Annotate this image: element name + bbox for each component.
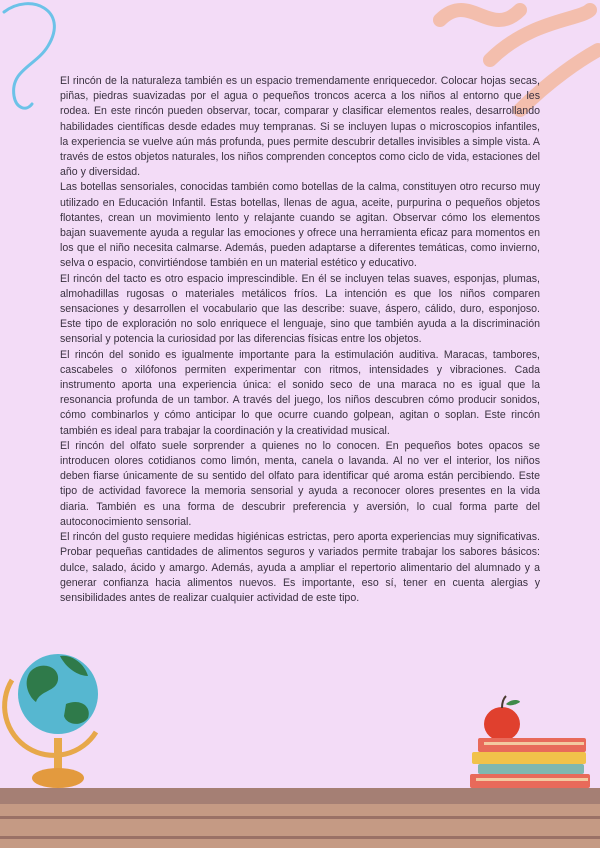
paragraph-botellas-sensoriales: Las botellas sensoriales, conocidas también como botellas de la calma, constituyen otro recurso muy utilizado en Educación Infantil. Estas botellas, llenas de agua, aceite, purpurina o pequeños objetos flotantes, crean un movimiento lento y relajante cuando se agitan. Observar cómo los elementos bajan suavemente ayuda a regular las emociones y ofrece una herramienta eficaz para momentos en los que el niño necesita calmarse. Además, pueden adaptarse a diferentes temáticas, como invierno, selva o espacio, convirtiéndose también en un material estético y educativo. [60,181,540,270]
globe-illustration [0,620,120,792]
floor-line [0,816,600,819]
floor [0,804,600,848]
paragraph-sonido: El rincón del sonido es igualmente importante para la estimulación auditiva. Maracas, tambores, cascabeles o xilófonos permiten experimentar con ritmos, intensidades y vibraciones. Cada instrumento aporta una experiencia única: el sonido seco de una maraca no es igual que la resonancia profunda de un tambor. A través del juego, los niños descubren cómo producir sonidos, cómo combinarlos y cómo anticipar lo que ocurre cuando golpean, agitan o soplan. Este rincón también es ideal para trabajar la coordinación y la creatividad musical. [60,348,540,437]
floor-line [0,836,600,839]
paragraph-olfato: El rincón del olfato suele sorprender a quienes no lo conocen. En pequeños botes opacos se introducen olores cotidianos como limón, menta, canela o lavanda. Al no ver el interior, los niños deben fiarse únicamente de su sentido del olfato para identificar qué aroma están percibiendo. Este tipo de actividad favorece la memoria sensorial y ayuda a reconocer olores presentes en la vida diaria. También es una forma de descubrir preferencia y aversión, lo cual forma parte del autoconocimiento sensorial. [60,439,540,528]
books-and-apple-illustration [468,694,600,794]
paragraph-naturaleza: El rincón de la naturaleza también es un espacio tremendamente enriquecedor. Colocar hojas secas, piñas, piedras suavizadas por el agua o pequeños troncos acerca a los niños al entorno que les rodea. En este rincón pueden observar, tocar, comparar y clasificar elementos reales, desarrollando habilidades científicas desde edades muy tempranas. Si se incluyen lupas o microscopios infantiles, la experiencia se vuelve aún más profunda, pues permite descubrir detalles invisibles a simple vista. A través de estos objetos naturales, los niños comprenden conceptos como ciclo de vida, estaciones del año y diversidad. [60,75,540,179]
floor-trim [0,788,600,804]
paragraph-tacto: El rincón del tacto es otro espacio imprescindible. En él se incluyen telas suaves, esponjas, plumas, almohadillas rugosas o materiales metálicos fríos. La intención es que los niños comparen sensaciones y desarrollen el vocabulario que las describe: suave, áspero, cálido, duro, esponjoso. Este tipo de exploración no solo enriquece el lenguaje, sino que también ayuda a la discriminación sensorial y potencia la curiosidad por las diferencias físicas entre los objetos. [60,272,540,346]
article-body [60,74,540,606]
paragraph-gusto: El rincón del gusto requiere medidas higiénicas estrictas, pero aporta experiencias muy significativas. Probar pequeñas cantidades de alimentos seguros y variados permite trabajar los sabores básicos: dulce, salado, ácido y amargo. Además, ayuda a ampliar el repertorio alimentario del alumnado y a generar confianza hacia alimentos nuevos. Es importante, eso sí, tener en cuenta alergias y sensibilidades antes de realizar cualquier actividad de este tipo. [60,531,540,604]
